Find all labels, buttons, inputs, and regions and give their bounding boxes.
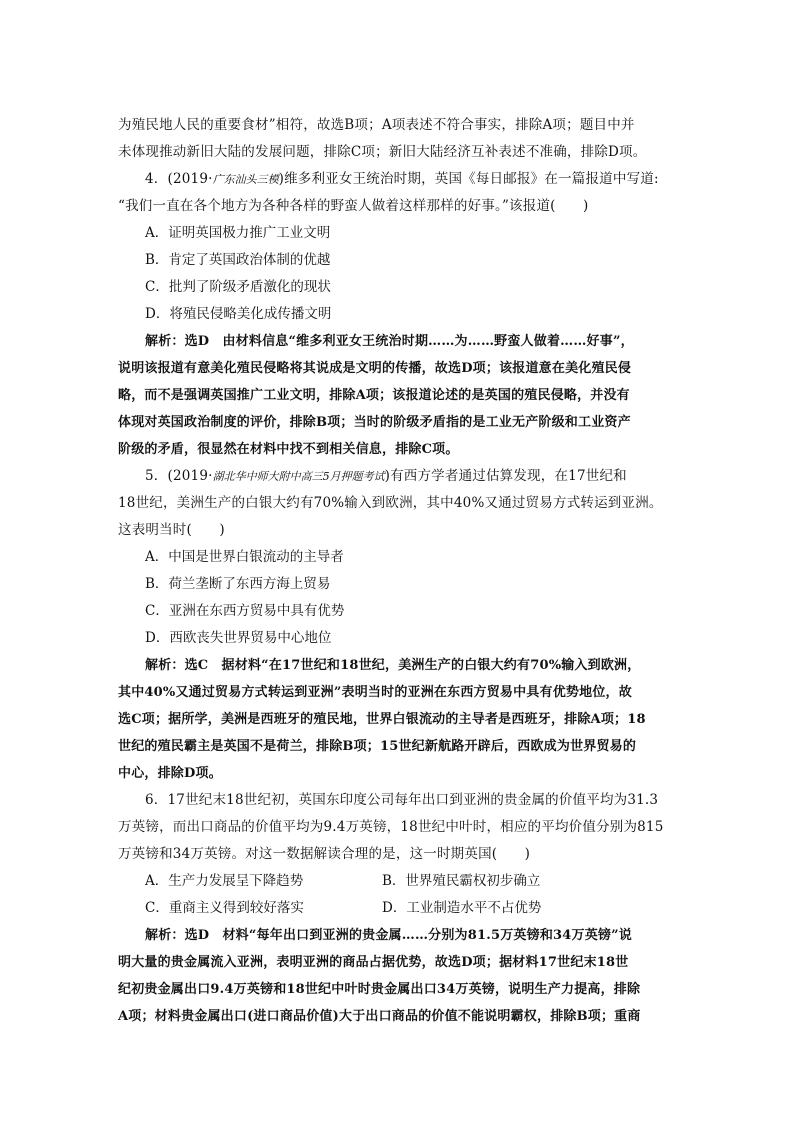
- q6-option-c: C．重商主义得到较好落实: [145, 900, 304, 916]
- q6-option-d: D．工业制造水平不占优势: [382, 900, 542, 916]
- q5-stem-line-3: 这表明当时( ): [118, 522, 225, 538]
- intro-line-2: 未体现推动新旧大陆的发展问题，排除C项；新旧大陆经济互补表述不准确，排除D项。: [118, 144, 647, 160]
- q4-analysis-line-5: 阶级的矛盾，很显然在材料中找不到相关信息，排除C项。: [118, 442, 459, 457]
- q5-analysis-line-5: 中心，排除D项。: [118, 766, 222, 781]
- q6-stem-line-3: 万英镑和34万英镑。对这一数据解读合理的是，这一时期英国( ): [118, 846, 531, 862]
- q6-analysis-line-1: 解析：选D 材料“每年出口到亚洲的贵金属……分别为81.5万英镑和34万英镑”说: [145, 928, 632, 943]
- q6-stem-line-1: 6．17世纪末18世纪初，英国东印度公司每年出口到亚洲的贵金属的价值平均为31.3: [145, 792, 659, 808]
- q5-option-d: D．西欧丧失世界贸易中心地位: [145, 630, 332, 646]
- q5-stem-line-1: 5．(2019·湖北华中师大附中高三5月押题考试)有西方学者通过估算发现，在17世纪和: [145, 468, 627, 484]
- q5-option-b: B．荷兰垄断了东西方海上贸易: [145, 576, 331, 592]
- q4-analysis-line-1: 解析：选D 由材料信息“维多利亚女王统治时期……为……野蛮人做着……好事”，: [145, 334, 634, 349]
- q6-analysis-line-2: 明大量的贵金属流入亚洲，表明亚洲的商品占据优势，故选D项；据材料17世纪末18世: [118, 955, 629, 970]
- q5-option-c: C．亚洲在东西方贸易中具有优势: [145, 603, 345, 619]
- q5-analysis-line-4: 世纪的殖民霸主是英国不是荷兰，排除B项；15世纪新航路开辟后，西欧成为世界贸易的: [118, 739, 637, 754]
- q6-stem-line-2: 万英镑，而出口商品的价值平均为9.4万英镑，18世纪中叶时，相应的平均价值分别为815: [118, 819, 664, 835]
- q6-option-b: B．世界殖民霸权初步确立: [382, 873, 541, 889]
- q4-option-d: D．将殖民侵略美化成传播文明: [145, 306, 332, 322]
- q5-analysis-line-1: 解析：选C 据材料“在17世纪和18世纪，美洲生产的白银大约有70%输入到欧洲，: [145, 658, 641, 673]
- q6-analysis-line-3: 纪初贵金属出口9.4万英镑和18世纪中叶时贵金属出口34万英镑，说明生产力提高，排除: [118, 982, 641, 997]
- q4-analysis-line-2: 说明该报道有意美化殖民侵略将其说成是文明的传播，故选D项；该报道意在美化殖民侵: [118, 361, 632, 376]
- q5-source: 湖北华中师大附中高三5月押题考试: [212, 470, 385, 483]
- q4-stem-line-1: 4．(2019·广东汕头三模)维多利亚女王统治时期，英国《每日邮报》在一篇报道中写道:: [145, 171, 659, 187]
- q4-stem-line-2: “我们一直在各个地方为各种各样的野蛮人做着这样那样的好事。”该报道( ): [118, 198, 589, 214]
- q6-options-row-2: [118, 895, 678, 922]
- q5-analysis-line-3: 选C项；据所学，美洲是西班牙的殖民地，世界白银流动的主导者是西班牙，排除A项；18: [118, 712, 646, 727]
- q4-analysis-line-4: 体现对英国政治制度的评价，排除B项；当时的阶级矛盾指的是工业无产阶级和工业资产: [118, 415, 631, 430]
- q4-option-b: B．肯定了英国政治体制的优越: [145, 252, 331, 268]
- q5-stem-line-2: 18世纪，美洲生产的白银大约有70%输入到欧洲，其中40%又通过贸易方式转运到亚洲。: [118, 495, 663, 511]
- q4-source: 广东汕头三模: [212, 173, 279, 186]
- q4-option-a: A．证明英国极力推广工业文明: [145, 225, 331, 241]
- q4-analysis-line-3: 略，而不是强调英国推广工业文明，排除A项；该报道论述的是英国的殖民侵略，并没有: [118, 388, 630, 403]
- q5-analysis-line-2: 其中40%又通过贸易方式转运到亚洲”表明当时的亚洲在东西方贸易中具有优势地位，故: [118, 685, 632, 700]
- q5-option-a: A．中国是世界白银流动的主导者: [145, 549, 344, 565]
- q4-option-c: C．批判了阶级矛盾激化的现状: [145, 279, 331, 295]
- q6-options-row-1: [118, 868, 678, 895]
- intro-line-1: 为殖民地人民的重要食材”相符，故选B项；A项表述不符合事实，排除A项；题目中并: [118, 117, 635, 133]
- q6-option-a: A．生产力发展呈下降趋势: [145, 873, 304, 889]
- q6-analysis-line-4: A项；材料贵金属出口(进口商品价值)大于出口商品的价值不能说明霸权，排除B项；重商: [118, 1009, 641, 1024]
- document-page: [118, 112, 678, 1030]
